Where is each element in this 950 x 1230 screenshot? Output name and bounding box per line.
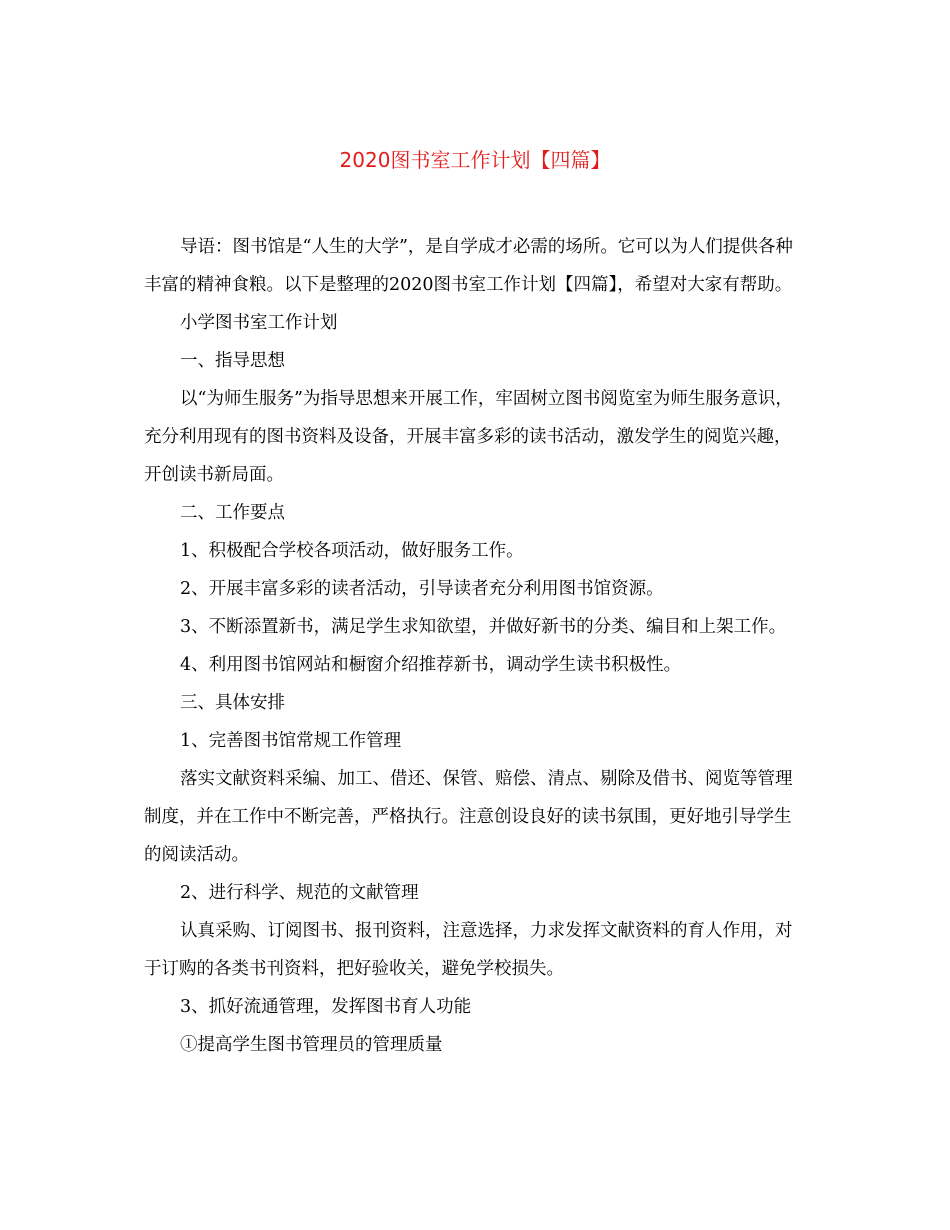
document-title: 2020图书室工作计划【四篇】: [339, 148, 611, 172]
document-body: [144, 228, 806, 1064]
body-paragraph: 认真采购、订阅图书、报刊资料，注意选择，力求发挥文献资料的育人作用，对于订购的各类书刊资料，把好验收关，避免学校损失。: [144, 921, 793, 979]
list-item: 2、进行科学、规范的文献管理: [180, 883, 419, 903]
list-item: 4、利用图书馆网站和橱窗介绍推荐新书，调动学生读书积极性。: [180, 655, 682, 675]
list-item: 2、开展丰富多彩的读者活动，引导读者充分利用图书馆资源。: [180, 579, 664, 599]
list-item: 1、完善图书馆常规工作管理: [180, 731, 402, 751]
list-item: 1、积极配合学校各项活动，做好服务工作。: [180, 541, 524, 561]
section-heading: 二、工作要点: [180, 503, 285, 523]
list-item: ①提高学生图书管理员的管理质量: [180, 1035, 443, 1055]
intro-paragraph: 导语：图书馆是“人生的大学”，是自学成才必需的场所。它可以为人们提供各种丰富的精神食粮。以下是整理的2020图书室工作计划【四篇】，希望对大家有帮助。: [144, 237, 793, 295]
list-item: 3、不断添置新书，满足学生求知欲望，并做好新书的分类、编目和上架工作。: [180, 617, 787, 637]
body-paragraph: 以“为师生服务”为指导思想来开展工作，牢固树立图书阅览室为师生服务意识，充分利用现有的图书资料及设备，开展丰富多彩的读书活动，激发学生的阅览兴趣，开创读书新局面。: [144, 389, 793, 485]
list-item: 3、抓好流通管理，发挥图书育人功能: [180, 997, 472, 1017]
section-heading: 小学图书室工作计划: [180, 313, 338, 333]
body-paragraph: 落实文献资料采编、加工、借还、保管、赔偿、清点、剔除及借书、阅览等管理制度，并在工作中不断完善，严格执行。注意创设良好的读书氛围，更好地引导学生的阅读活动。: [144, 769, 793, 865]
section-heading: 三、具体安排: [180, 693, 285, 713]
section-heading: 一、指导思想: [180, 351, 285, 371]
